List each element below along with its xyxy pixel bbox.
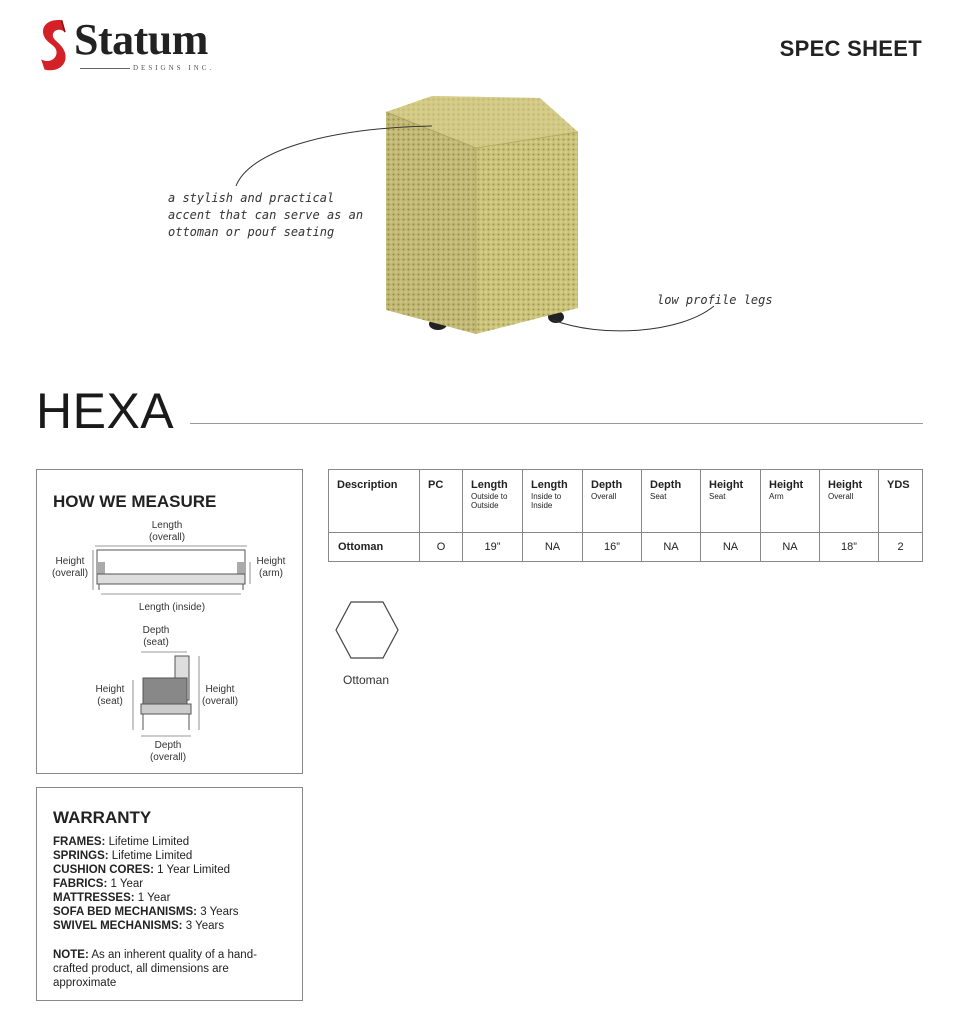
label-length-inside: Length (inside) xyxy=(138,602,206,613)
cell-yds: 2 xyxy=(879,533,923,562)
warranty-list xyxy=(53,835,239,933)
callout-stylish-accent: a stylish and practical accent that can serve as an ottoman or pouf seating xyxy=(168,191,364,239)
warranty-item xyxy=(53,863,239,877)
cell-height-overall: 18” xyxy=(820,533,879,562)
cell-depth-seat: NA xyxy=(642,533,701,562)
label-height-overall-front: Height (overall) xyxy=(51,556,89,579)
warranty-item xyxy=(53,877,239,891)
col-header: Length Inside to Inside xyxy=(523,470,583,533)
warranty-item xyxy=(53,905,239,919)
label-height-arm: Height (arm) xyxy=(256,556,286,579)
brand-name: Statum xyxy=(74,15,208,64)
label-length-overall: Length (overall) xyxy=(148,520,186,543)
col-header: Height Arm xyxy=(761,470,820,533)
col-header: Depth Seat xyxy=(642,470,701,533)
cell-length-outside: 19” xyxy=(463,533,523,562)
warranty-panel xyxy=(36,787,303,1001)
doc-type-heading: SPEC SHEET xyxy=(779,36,922,61)
warranty-item-value: Lifetime Limited xyxy=(111,850,193,862)
table-header-row xyxy=(329,470,923,533)
label-depth-seat: Depth (seat) xyxy=(142,625,170,648)
cell-height-arm: NA xyxy=(761,533,820,562)
how-we-measure-heading: HOW WE MEASURE xyxy=(53,492,217,511)
label-depth-overall: Depth (overall) xyxy=(149,740,187,763)
col-header: YDS xyxy=(879,470,923,533)
callout-lines xyxy=(0,0,972,400)
col-header: Description xyxy=(329,470,420,533)
label-height-seat: Height (seat) xyxy=(95,684,125,707)
col-header: PC xyxy=(420,470,463,533)
cell-height-seat: NA xyxy=(701,533,761,562)
how-we-measure-panel xyxy=(36,469,303,774)
warranty-item-label: FABRICS: xyxy=(53,878,108,890)
callout-low-profile-legs: low profile legs xyxy=(657,293,773,307)
warranty-item xyxy=(53,849,239,863)
col-header: Height Seat xyxy=(701,470,761,533)
warranty-item xyxy=(53,835,239,849)
title-rule xyxy=(190,423,923,424)
warranty-item-value: 1 Year Limited xyxy=(157,864,231,876)
warranty-item-value: 3 Years xyxy=(185,920,225,932)
brand-subtitle: DESIGNS INC. xyxy=(133,64,215,72)
warranty-heading: WARRANTY xyxy=(53,808,152,827)
product-title: HEXA xyxy=(36,383,175,439)
note-text: As an inherent quality of a hand-crafted product, all dimensions are approximate xyxy=(53,949,257,989)
warranty-item-value: Lifetime Limited xyxy=(108,836,190,848)
label-height-overall-side: Height (overall) xyxy=(201,684,239,707)
warranty-item-value: 1 Year xyxy=(110,878,144,890)
warranty-item-label: MATTRESSES: xyxy=(53,892,135,904)
warranty-item xyxy=(53,891,239,905)
cell-description: Ottoman xyxy=(329,533,420,562)
col-header: Length Outside to Outside xyxy=(463,470,523,533)
warranty-item xyxy=(53,919,239,933)
table-row xyxy=(329,533,923,562)
warranty-item-label: SOFA BED MECHANISMS: xyxy=(53,906,197,918)
cell-depth-overall: 16” xyxy=(583,533,642,562)
warranty-item-label: SPRINGS: xyxy=(53,850,109,862)
sofa-side-diagram xyxy=(37,650,302,740)
shape-label: Ottoman xyxy=(343,673,390,687)
spec-table xyxy=(328,469,923,562)
hexagon-shape-icon xyxy=(334,600,400,660)
col-header: Depth Overall xyxy=(583,470,642,533)
note-label: NOTE: xyxy=(53,949,89,961)
warranty-item-value: 1 Year xyxy=(137,892,171,904)
warranty-item-label: SWIVEL MECHANISMS: xyxy=(53,920,183,932)
col-header: Height Overall xyxy=(820,470,879,533)
warranty-item-label: FRAMES: xyxy=(53,836,106,848)
warranty-item-label: CUSHION CORES: xyxy=(53,864,154,876)
cell-pc: O xyxy=(420,533,463,562)
warranty-item-value: 3 Years xyxy=(200,906,239,918)
warranty-note xyxy=(53,948,263,990)
cell-length-inside: NA xyxy=(523,533,583,562)
